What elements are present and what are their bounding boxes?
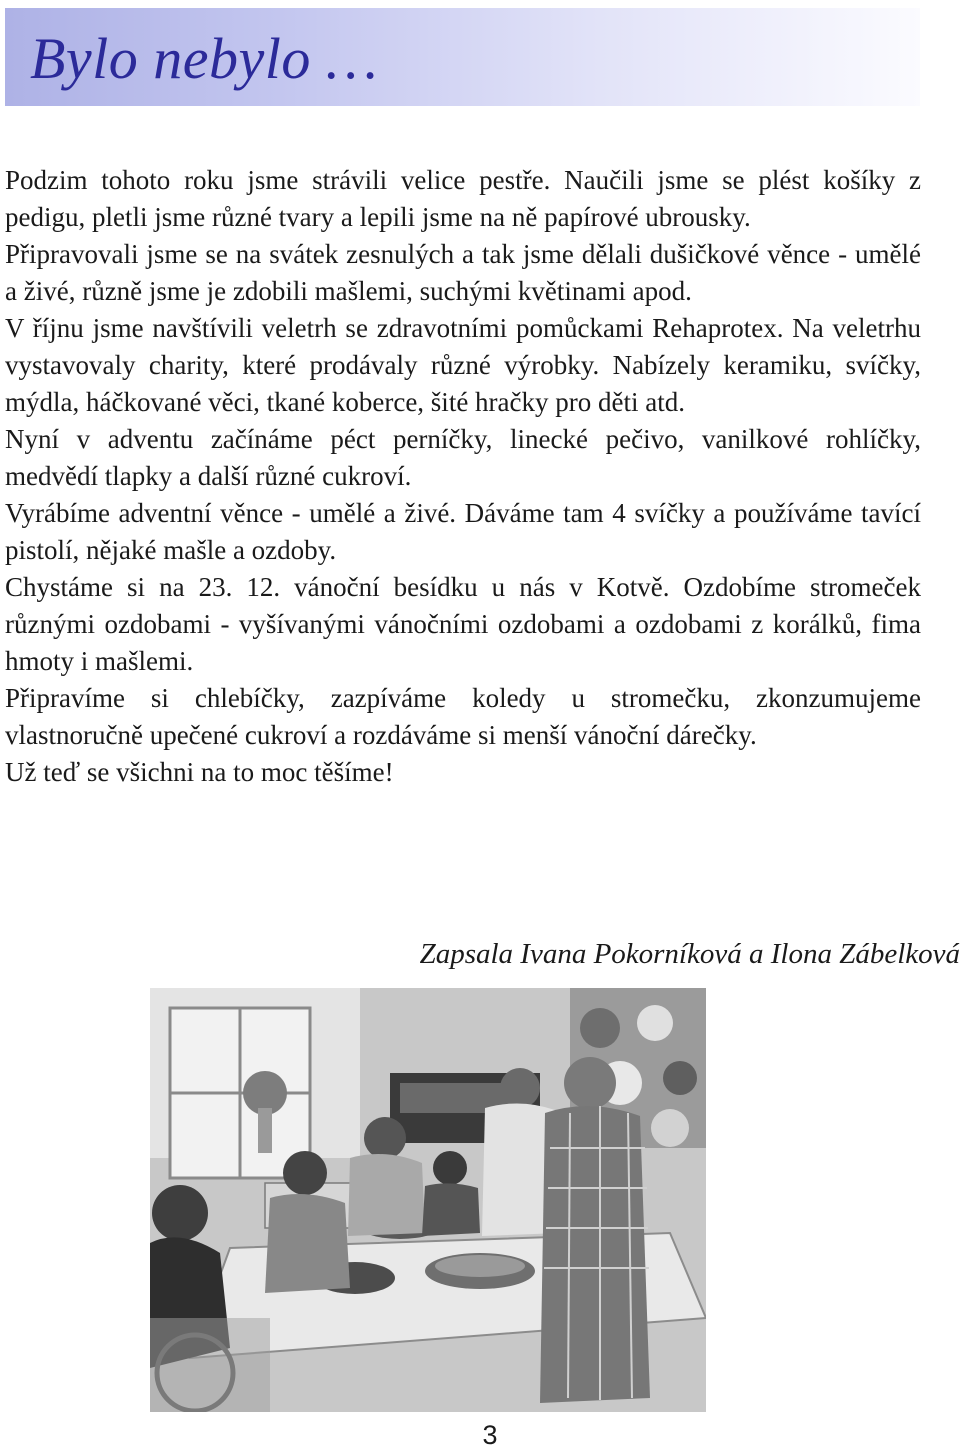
paragraph-advent-wreaths: Vyrábíme adventní věnce - umělé a živé. Dáváme tam 4 svíčky a používáme tavící pistolí, nějaké mašle a ozdoby. [5,498,921,565]
paragraph-fair: V říjnu jsme navštívili veletrh se zdravotními pomůckami Rehaprotex. Na veletrhu vystavovaly charity, které prodávaly různé výrobky. Nabízely keramiku, svíčky, mýdla, háčkované věci, tkané koberce, šité hračky pro děti atd. [5,313,921,417]
paragraph-carols: Připravíme si chlebíčky, zazpíváme koledy u stromečku, zkonzumujeme vlastnoručně upečené cukroví a rozdáváme si menší vánoční dárečky. [5,683,921,750]
page-title: Bylo nebylo … [30,26,378,91]
page-number: 3 [482,1420,498,1450]
paragraph-christmas-party: Chystáme si na 23. 12. vánoční besídku u nás v Kotvě. Ozdobíme stromeček různými ozdobami - vyšívanými vánočními ozdobami a ozdobami z korálků, fima hmoty i mašlemi. [5,572,921,676]
photo-illustration [150,988,706,1412]
paragraph-wreaths: Připravovali jsme se na svátek zesnulých a tak jsme dělali dušičkové věnce - umělé a živé, různě jsme je zdobili mašlemi, suchými květinami apod. [5,239,921,306]
paragraph-baking: Nyní v adventu začínáme péct perníčky, linecké pečivo, vanilkové rohlíčky, medvědí tlapky a další různé cukroví. [5,424,921,491]
group-photo [150,988,706,1412]
signature: Zapsala Ivana Pokorníková a Ilona Zábelková [419,938,960,970]
paragraph-closing: Už teď se všichni na to moc těšíme! [5,757,394,787]
paragraph-autumn: Podzim tohoto roku jsme strávili velice pestře. Naučili jsme se plést košíky z pedigu, pletli jsme různé tvary a lepili jsme na ně papírové ubrousky. [5,165,921,232]
header-banner [5,8,920,106]
article-body [5,162,921,791]
